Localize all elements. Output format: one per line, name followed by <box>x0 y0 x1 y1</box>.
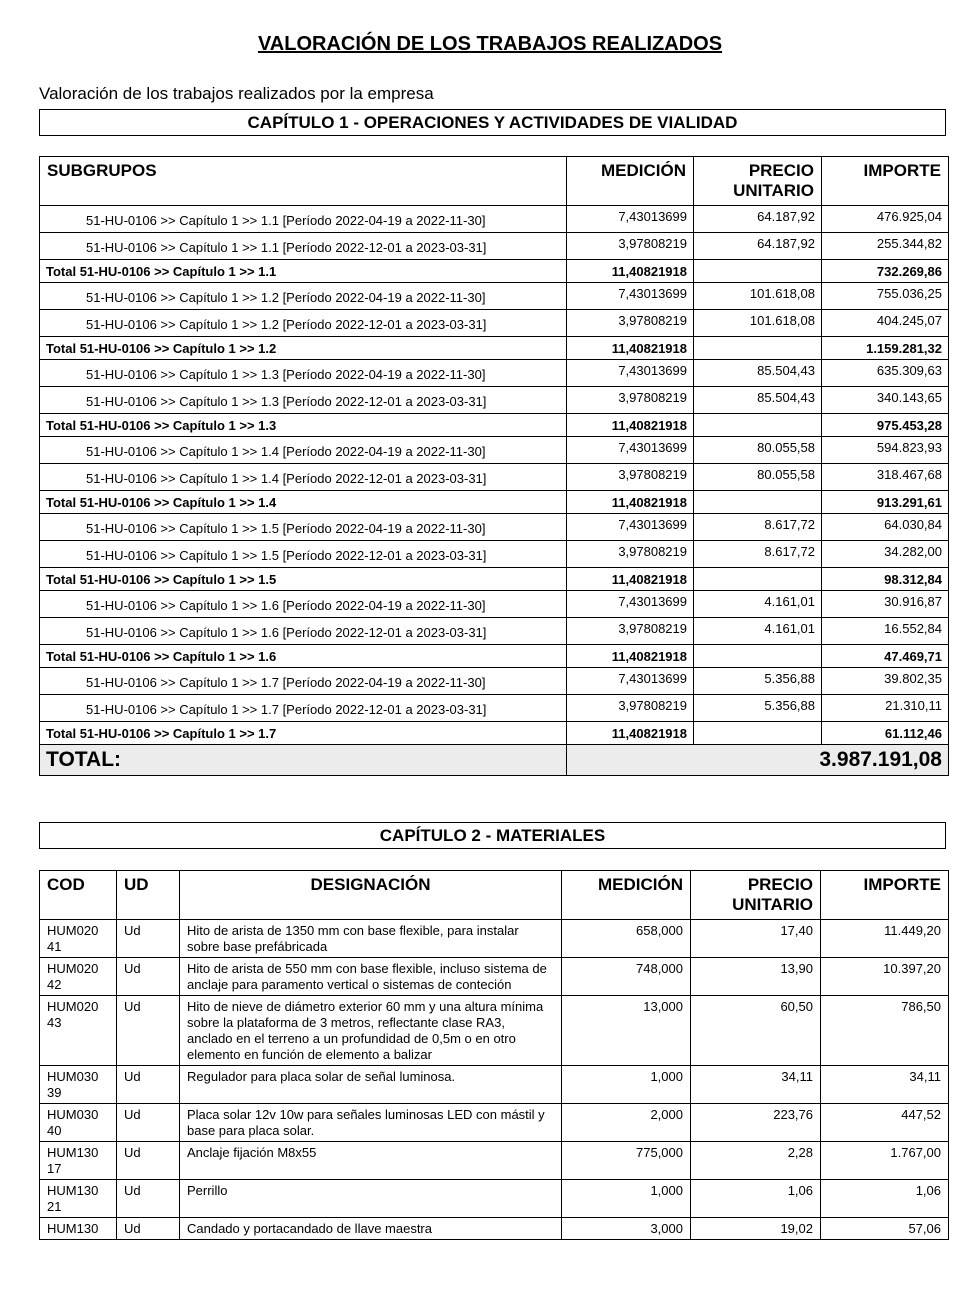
medicion-cell: 3,97808219 <box>567 233 694 260</box>
medicion-cell: 7,43013699 <box>567 437 694 464</box>
precio-cell <box>694 722 822 745</box>
row-label: 51-HU-0106 >> Capítulo 1 >> 1.3 [Período 2022-04-19 a 2022-11-30] <box>40 360 567 387</box>
precio-cell <box>694 260 822 283</box>
column-header-importe: IMPORTE <box>821 871 949 920</box>
medicion-cell: 11,40821918 <box>567 414 694 437</box>
table-row <box>40 1066 949 1104</box>
intro-text: Valoración de los trabajos realizados por la empresa <box>39 84 434 103</box>
table-row <box>40 668 949 695</box>
table-row <box>40 310 949 337</box>
designacion-cell: Candado y portacandado de llave maestra <box>180 1218 562 1240</box>
row-label: 51-HU-0106 >> Capítulo 1 >> 1.1 [Período 2022-04-19 a 2022-11-30] <box>40 206 567 233</box>
row-label: Total 51-HU-0106 >> Capítulo 1 >> 1.6 <box>40 645 567 668</box>
column-header-ud: UD <box>117 871 180 920</box>
precio-cell <box>694 337 822 360</box>
row-label: 51-HU-0106 >> Capítulo 1 >> 1.6 [Período 2022-04-19 a 2022-11-30] <box>40 591 567 618</box>
precio-cell: 8.617,72 <box>694 541 822 568</box>
medicion-cell: 11,40821918 <box>567 491 694 514</box>
ud-cell: Ud <box>117 1066 180 1104</box>
chapter1-table <box>39 156 949 776</box>
column-header-medicion: MEDICIÓN <box>562 871 691 920</box>
column-header-medicion: MEDICIÓN <box>567 157 694 206</box>
cod-cell: HUM130 21 <box>40 1180 117 1218</box>
importe-cell: 61.112,46 <box>822 722 949 745</box>
row-label: Total 51-HU-0106 >> Capítulo 1 >> 1.5 <box>40 568 567 591</box>
column-header-precio: PRECIO UNITARIO <box>694 157 822 206</box>
medicion-cell: 3,97808219 <box>567 618 694 645</box>
ud-cell: Ud <box>117 958 180 996</box>
row-label: 51-HU-0106 >> Capítulo 1 >> 1.7 [Período 2022-12-01 a 2023-03-31] <box>40 695 567 722</box>
medicion-cell: 748,000 <box>562 958 691 996</box>
cod-cell: HUM130 <box>40 1218 117 1240</box>
precio-cell: 64.187,92 <box>694 233 822 260</box>
table-row <box>40 695 949 722</box>
subtotal-row <box>40 645 949 668</box>
precio-cell: 60,50 <box>691 996 821 1066</box>
row-label: 51-HU-0106 >> Capítulo 1 >> 1.5 [Período 2022-04-19 a 2022-11-30] <box>40 514 567 541</box>
precio-cell <box>694 568 822 591</box>
precio-cell: 2,28 <box>691 1142 821 1180</box>
subtotal-row <box>40 337 949 360</box>
row-label: 51-HU-0106 >> Capítulo 1 >> 1.6 [Período 2022-12-01 a 2023-03-31] <box>40 618 567 645</box>
importe-cell: 594.823,93 <box>822 437 949 464</box>
importe-cell: 57,06 <box>821 1218 949 1240</box>
row-label: 51-HU-0106 >> Capítulo 1 >> 1.3 [Período 2022-12-01 a 2023-03-31] <box>40 387 567 414</box>
precio-cell: 101.618,08 <box>694 310 822 337</box>
precio-cell: 4.161,01 <box>694 618 822 645</box>
ud-cell: Ud <box>117 1218 180 1240</box>
medicion-cell: 3,000 <box>562 1218 691 1240</box>
importe-cell: 1.767,00 <box>821 1142 949 1180</box>
cod-cell: HUM030 40 <box>40 1104 117 1142</box>
medicion-cell: 11,40821918 <box>567 260 694 283</box>
column-header-subgrupos: SUBGRUPOS <box>40 157 567 206</box>
precio-cell: 223,76 <box>691 1104 821 1142</box>
table-row <box>40 920 949 958</box>
precio-cell: 80.055,58 <box>694 437 822 464</box>
chapter2-table <box>39 870 949 1240</box>
ud-cell: Ud <box>117 996 180 1066</box>
row-label: 51-HU-0106 >> Capítulo 1 >> 1.4 [Período 2022-12-01 a 2023-03-31] <box>40 464 567 491</box>
row-label: Total 51-HU-0106 >> Capítulo 1 >> 1.7 <box>40 722 567 745</box>
precio-cell: 85.504,43 <box>694 387 822 414</box>
grand-total-label: TOTAL: <box>40 745 567 776</box>
page-title: VALORACIÓN DE LOS TRABAJOS REALIZADOS <box>257 33 723 55</box>
precio-cell: 1,06 <box>691 1180 821 1218</box>
importe-cell: 975.453,28 <box>822 414 949 437</box>
importe-cell: 10.397,20 <box>821 958 949 996</box>
designacion-cell: Placa solar 12v 10w para señales luminosas LED con mástil y base para placa solar. <box>180 1104 562 1142</box>
table-row <box>40 1218 949 1240</box>
table-row <box>40 1142 949 1180</box>
importe-cell: 39.802,35 <box>822 668 949 695</box>
medicion-cell: 3,97808219 <box>567 695 694 722</box>
row-label: 51-HU-0106 >> Capítulo 1 >> 1.7 [Período 2022-04-19 a 2022-11-30] <box>40 668 567 695</box>
precio-cell <box>694 491 822 514</box>
importe-cell: 447,52 <box>821 1104 949 1142</box>
row-label: 51-HU-0106 >> Capítulo 1 >> 1.2 [Período 2022-04-19 a 2022-11-30] <box>40 283 567 310</box>
subtotal-row <box>40 491 949 514</box>
precio-cell: 64.187,92 <box>694 206 822 233</box>
precio-cell: 101.618,08 <box>694 283 822 310</box>
ud-cell: Ud <box>117 920 180 958</box>
table-row <box>40 514 949 541</box>
table-row <box>40 1104 949 1142</box>
cod-cell: HUM020 43 <box>40 996 117 1066</box>
importe-cell: 913.291,61 <box>822 491 949 514</box>
grand-total-row <box>40 745 949 776</box>
medicion-cell: 3,97808219 <box>567 310 694 337</box>
precio-cell: 5.356,88 <box>694 668 822 695</box>
column-header-precio: PRECIO UNITARIO <box>691 871 821 920</box>
row-label: Total 51-HU-0106 >> Capítulo 1 >> 1.2 <box>40 337 567 360</box>
table-row <box>40 283 949 310</box>
row-label: 51-HU-0106 >> Capítulo 1 >> 1.5 [Período 2022-12-01 a 2023-03-31] <box>40 541 567 568</box>
row-label: 51-HU-0106 >> Capítulo 1 >> 1.2 [Período 2022-12-01 a 2023-03-31] <box>40 310 567 337</box>
importe-cell: 16.552,84 <box>822 618 949 645</box>
importe-cell: 21.310,11 <box>822 695 949 722</box>
precio-cell: 13,90 <box>691 958 821 996</box>
medicion-cell: 11,40821918 <box>567 568 694 591</box>
medicion-cell: 1,000 <box>562 1180 691 1218</box>
table-row <box>40 437 949 464</box>
table-row <box>40 591 949 618</box>
medicion-cell: 1,000 <box>562 1066 691 1104</box>
designacion-cell: Perrillo <box>180 1180 562 1218</box>
table-row <box>40 958 949 996</box>
medicion-cell: 7,43013699 <box>567 360 694 387</box>
medicion-cell: 3,97808219 <box>567 387 694 414</box>
importe-cell: 98.312,84 <box>822 568 949 591</box>
subtotal-row <box>40 414 949 437</box>
table-row <box>40 541 949 568</box>
subtotal-row <box>40 568 949 591</box>
importe-cell: 34,11 <box>821 1066 949 1104</box>
importe-cell: 318.467,68 <box>822 464 949 491</box>
row-label: Total 51-HU-0106 >> Capítulo 1 >> 1.1 <box>40 260 567 283</box>
row-label: Total 51-HU-0106 >> Capítulo 1 >> 1.4 <box>40 491 567 514</box>
precio-cell: 19,02 <box>691 1218 821 1240</box>
importe-cell: 47.469,71 <box>822 645 949 668</box>
precio-cell: 5.356,88 <box>694 695 822 722</box>
cod-cell: HUM020 42 <box>40 958 117 996</box>
medicion-cell: 775,000 <box>562 1142 691 1180</box>
table-row <box>40 233 949 260</box>
designacion-cell: Regulador para placa solar de señal luminosa. <box>180 1066 562 1104</box>
row-label: Total 51-HU-0106 >> Capítulo 1 >> 1.3 <box>40 414 567 437</box>
ud-cell: Ud <box>117 1104 180 1142</box>
importe-cell: 635.309,63 <box>822 360 949 387</box>
row-label: 51-HU-0106 >> Capítulo 1 >> 1.4 [Período 2022-04-19 a 2022-11-30] <box>40 437 567 464</box>
column-header-importe: IMPORTE <box>822 157 949 206</box>
table-row <box>40 206 949 233</box>
designacion-cell: Hito de arista de 1350 mm con base flexible, para instalar sobre base prefábricada <box>180 920 562 958</box>
importe-cell: 755.036,25 <box>822 283 949 310</box>
table-row <box>40 387 949 414</box>
importe-cell: 732.269,86 <box>822 260 949 283</box>
medicion-cell: 7,43013699 <box>567 283 694 310</box>
subtotal-row <box>40 722 949 745</box>
precio-cell <box>694 645 822 668</box>
table-row <box>40 1180 949 1218</box>
medicion-cell: 7,43013699 <box>567 206 694 233</box>
importe-cell: 255.344,82 <box>822 233 949 260</box>
medicion-cell: 11,40821918 <box>567 645 694 668</box>
medicion-cell: 11,40821918 <box>567 337 694 360</box>
table-row <box>40 618 949 645</box>
precio-cell: 17,40 <box>691 920 821 958</box>
importe-cell: 340.143,65 <box>822 387 949 414</box>
row-label: 51-HU-0106 >> Capítulo 1 >> 1.1 [Período 2022-12-01 a 2023-03-31] <box>40 233 567 260</box>
precio-cell: 8.617,72 <box>694 514 822 541</box>
table-row <box>40 464 949 491</box>
ud-cell: Ud <box>117 1180 180 1218</box>
medicion-cell: 3,97808219 <box>567 464 694 491</box>
precio-cell: 4.161,01 <box>694 591 822 618</box>
medicion-cell: 7,43013699 <box>567 591 694 618</box>
table-row <box>40 360 949 387</box>
medicion-cell: 11,40821918 <box>567 722 694 745</box>
medicion-cell: 2,000 <box>562 1104 691 1142</box>
chapter1-heading: CAPÍTULO 1 - OPERACIONES Y ACTIVIDADES DE VIALIDAD <box>39 109 946 136</box>
medicion-cell: 13,000 <box>562 996 691 1066</box>
column-header-designacion: DESIGNACIÓN <box>180 871 562 920</box>
chapter2-heading: CAPÍTULO 2 - MATERIALES <box>39 822 946 849</box>
medicion-cell: 658,000 <box>562 920 691 958</box>
subtotal-row <box>40 260 949 283</box>
importe-cell: 404.245,07 <box>822 310 949 337</box>
cod-cell: HUM130 17 <box>40 1142 117 1180</box>
precio-cell: 80.055,58 <box>694 464 822 491</box>
designacion-cell: Anclaje fijación M8x55 <box>180 1142 562 1180</box>
grand-total-value: 3.987.191,08 <box>567 745 949 776</box>
cod-cell: HUM030 39 <box>40 1066 117 1104</box>
designacion-cell: Hito de nieve de diámetro exterior 60 mm y una altura mínima sobre la plataforma de 3 metros, reflectante clase RA3, anclado en el terreno a un profundidad de 0,5m o en otro elemento en función de elemento a balizar <box>180 996 562 1066</box>
importe-cell: 34.282,00 <box>822 541 949 568</box>
importe-cell: 64.030,84 <box>822 514 949 541</box>
medicion-cell: 7,43013699 <box>567 514 694 541</box>
column-header-cod: COD <box>40 871 117 920</box>
importe-cell: 11.449,20 <box>821 920 949 958</box>
table-row <box>40 996 949 1066</box>
importe-cell: 1,06 <box>821 1180 949 1218</box>
precio-cell: 34,11 <box>691 1066 821 1104</box>
medicion-cell: 7,43013699 <box>567 668 694 695</box>
precio-cell <box>694 414 822 437</box>
cod-cell: HUM020 41 <box>40 920 117 958</box>
ud-cell: Ud <box>117 1142 180 1180</box>
medicion-cell: 3,97808219 <box>567 541 694 568</box>
importe-cell: 786,50 <box>821 996 949 1066</box>
importe-cell: 476.925,04 <box>822 206 949 233</box>
importe-cell: 30.916,87 <box>822 591 949 618</box>
importe-cell: 1.159.281,32 <box>822 337 949 360</box>
precio-cell: 85.504,43 <box>694 360 822 387</box>
designacion-cell: Hito de arista de 550 mm con base flexible, incluso sistema de anclaje para paramento vertical o sistemas de conteción <box>180 958 562 996</box>
